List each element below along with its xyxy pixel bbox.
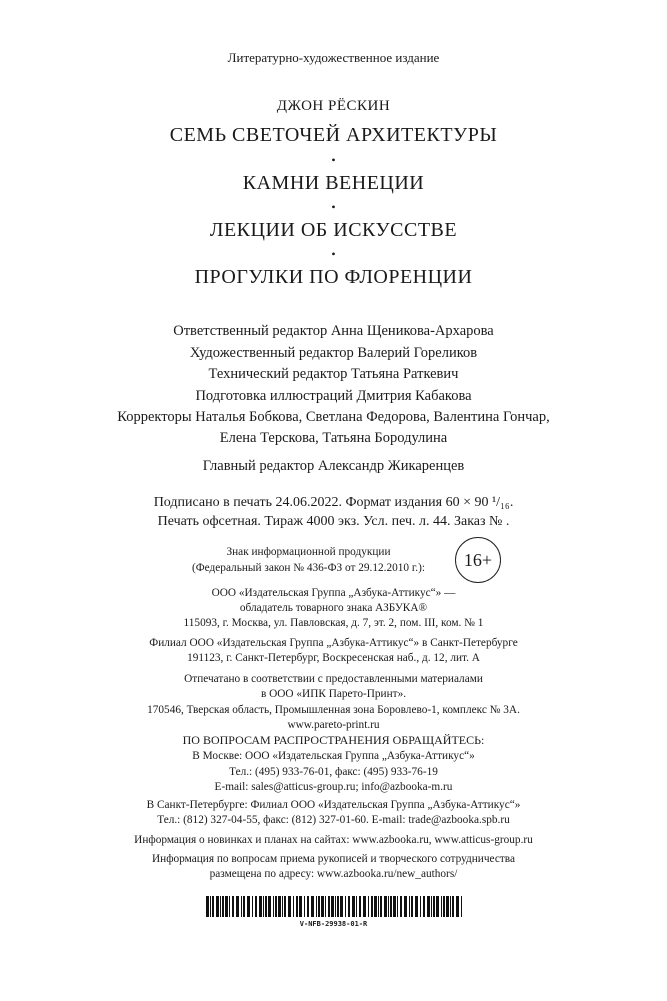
branch-line: 191123, г. Санкт-Петербург, Воскресенская наб., д. 12, лит. А <box>187 652 480 664</box>
barcode-bar <box>232 896 234 917</box>
barcode-bar <box>380 896 382 917</box>
credit-line: Ответственный редактор Анна Щеникова-Архарова <box>173 323 494 339</box>
title-2: КАМНИ ВЕНЕЦИИ <box>242 172 425 194</box>
barcode-bar <box>359 896 361 917</box>
spb-line: Тел.: (812) 327-04-55, факс: (812) 327-01-60. E-mail: trade@azbooka.spb.ru <box>157 814 510 826</box>
barcode-bar <box>450 896 451 917</box>
barcode-bar <box>433 896 435 917</box>
spb-line: В Санкт-Петербурге: Филиал ООО «Издательская Группа „Азбука-Аттикус“» <box>146 799 521 811</box>
barcode-bar <box>273 896 274 917</box>
barcode-bar <box>337 896 339 917</box>
barcode-bar <box>284 896 286 917</box>
barcode-bar <box>225 896 228 917</box>
barcode-bar <box>397 896 398 917</box>
barcode-bar <box>293 896 294 917</box>
barcode-bar <box>404 896 407 917</box>
barcode-bar <box>263 896 264 917</box>
barcode-bar <box>328 896 330 917</box>
barcode-bar <box>345 896 346 917</box>
barcode-bar <box>371 896 373 917</box>
barcode-bar <box>331 896 334 917</box>
barcode-bar <box>388 896 389 917</box>
manuscripts-line: размещена по адресу: www.azbooka.ru/new_authors/ <box>209 868 458 880</box>
print-info-line: Печать офсетная. Тираж 4000 экз. Усл. печ. л. 44. Заказ № . <box>157 514 510 529</box>
barcode <box>206 896 468 917</box>
barcode-bar <box>456 896 459 917</box>
barcode-bar <box>206 896 209 917</box>
barcode-bar <box>212 896 214 917</box>
printer-url: www.pareto-print.ru <box>287 719 380 731</box>
age-mark-label: Знак информационной продукции <box>226 546 391 558</box>
barcode-bar <box>278 896 281 917</box>
barcode-bar <box>411 896 413 917</box>
barcode-bar <box>352 896 355 917</box>
barcode-bar <box>296 896 298 917</box>
barcode-bar <box>236 896 239 917</box>
barcode-bar <box>441 896 442 917</box>
branch-line: Филиал ООО «Издательская Группа „Азбука-Аттикус“» в Санкт-Петербурге <box>149 637 518 649</box>
barcode-bar <box>299 896 302 917</box>
barcode-bar <box>461 896 462 917</box>
barcode-bar <box>420 896 421 917</box>
edition-type: Литературно-художественное издание <box>227 50 440 65</box>
moscow-line: Тел.: (495) 933-76-01, факс: (495) 933-76-19 <box>229 766 438 778</box>
title-3: ЛЕКЦИИ ОБ ИСКУССТВЕ <box>209 219 458 241</box>
barcode-text: V-NFB-29938-01-R <box>299 920 368 928</box>
barcode-bar <box>229 896 230 917</box>
barcode-bar <box>452 896 454 917</box>
barcode-bar <box>288 896 291 917</box>
credit-line: Корректоры Наталья Бобкова, Светлана Федорова, Валентина Гончар, <box>117 409 550 425</box>
barcode-bar <box>259 896 262 917</box>
barcode-bar <box>415 896 418 917</box>
barcode-bar <box>374 896 377 917</box>
barcode-bar <box>390 896 392 917</box>
barcode-bar <box>356 896 357 917</box>
barcode-bar <box>255 896 257 917</box>
author: ДЖОН РЁСКИН <box>276 98 391 114</box>
barcode-bar <box>268 896 271 917</box>
moscow-line: В Москве: ООО «Издательская Группа „Азбука-Аттикус“» <box>192 750 475 762</box>
separator: • <box>331 153 336 167</box>
barcode-bar <box>282 896 283 917</box>
publisher-line: обладатель товарного знака АЗБУКА® <box>239 602 428 614</box>
title-1: СЕМЬ СВЕТОЧЕЙ АРХИТЕКТУРЫ <box>169 124 498 146</box>
barcode-bar <box>384 896 387 917</box>
barcode-bar <box>423 896 425 917</box>
barcode-bar <box>247 896 250 917</box>
credit-line: Художественный редактор Валерий Гореликов <box>189 345 478 361</box>
printer-line: в ООО «ИПК Парето-Принт». <box>260 688 407 700</box>
barcode-bar <box>325 896 326 917</box>
barcode-bar <box>321 896 324 917</box>
barcode-bar <box>216 896 219 917</box>
barcode-bar <box>393 896 396 917</box>
barcode-bar <box>363 896 366 917</box>
barcode-bar <box>220 896 221 917</box>
barcode-bar <box>446 896 449 917</box>
barcode-bar <box>431 896 432 917</box>
barcode-bar <box>311 896 314 917</box>
barcode-bar <box>222 896 224 917</box>
barcode-bar <box>243 896 245 917</box>
publisher-line: ООО «Издательская Группа „Азбука-Аттикус“» — <box>211 587 456 599</box>
barcode-bar <box>427 896 430 917</box>
barcode-bar <box>436 896 439 917</box>
print-info-line: Подписано в печать 24.06.2022. Формат издания 60 × 90 ¹/₁₆. <box>153 495 514 510</box>
barcode-bar <box>400 896 402 917</box>
separator: • <box>331 200 336 214</box>
barcode-bar <box>252 896 253 917</box>
barcode-bar <box>241 896 242 917</box>
printer-line: 170546, Тверская область, Промышленная зона Боровлево-1, комплекс № 3А. <box>147 704 520 716</box>
barcode-bar <box>265 896 267 917</box>
separator: • <box>331 247 336 261</box>
credit-line: Технический редактор Татьяна Раткевич <box>208 366 459 382</box>
barcode-bar <box>335 896 336 917</box>
barcode-bar <box>307 896 309 917</box>
barcode-bar <box>378 896 379 917</box>
moscow-line: E-mail: sales@atticus-group.ru; info@azbooka-m.ru <box>214 781 453 793</box>
barcode-bar <box>348 896 350 917</box>
manuscripts-line: Информация по вопросам приема рукописей и творческого сотрудничества <box>152 853 515 865</box>
publisher-line: 115093, г. Москва, ул. Павловская, д. 7, эт. 2, пом. III, ком. № 1 <box>183 617 484 629</box>
barcode-bar <box>304 896 305 917</box>
barcode-bar <box>368 896 369 917</box>
barcode-bar <box>316 896 317 917</box>
barcode-bar <box>409 896 410 917</box>
distribution-heading: ПО ВОПРОСАМ РАСПРОСТРАНЕНИЯ ОБРАЩАЙТЕСЬ: <box>182 733 485 747</box>
title-4: ПРОГУЛКИ ПО ФЛОРЕНЦИИ <box>194 266 473 288</box>
printer-line: Отпечатано в соответствии с предоставленными материалами <box>184 673 483 685</box>
age-rating-badge: 16+ <box>455 537 501 583</box>
age-mark-label: (Федеральный закон № 436-ФЗ от 29.12.2010 г.): <box>191 562 425 574</box>
barcode-bar <box>443 896 445 917</box>
chief-editor: Главный редактор Александр Жикаренцев <box>202 458 465 474</box>
barcode-bar <box>210 896 211 917</box>
barcode-bar <box>318 896 320 917</box>
credit-line: Елена Терскова, Татьяна Бородулина <box>219 430 448 446</box>
news-line: Информация о новинках и планах на сайтах: www.azbooka.ru, www.atticus-group.ru <box>134 834 533 846</box>
barcode-bar <box>275 896 277 917</box>
credit-line: Подготовка иллюстраций Дмитрия Кабакова <box>195 388 472 404</box>
barcode-bar <box>340 896 343 917</box>
